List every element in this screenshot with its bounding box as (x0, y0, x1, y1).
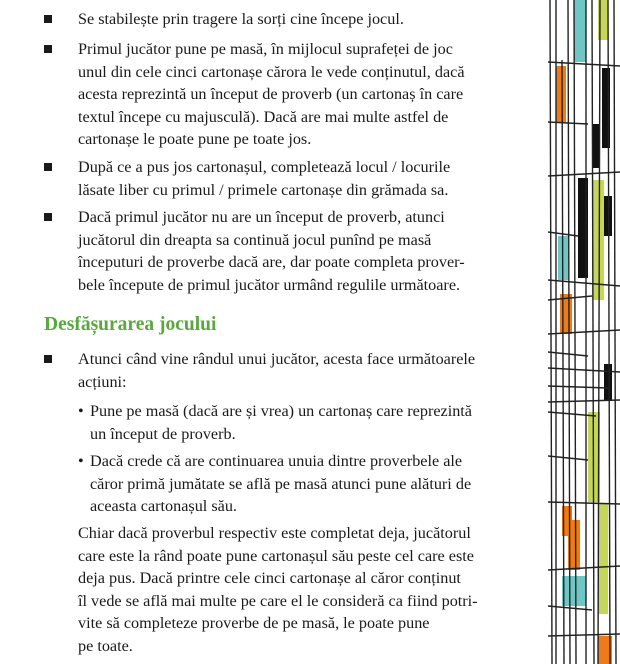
round-bullet-icon: • (78, 452, 84, 470)
list-item-text: După ce a pus jos cartonașul, completează locul / locurile lăsate liber cu primul / primele cartonașe din grămada sa. (78, 158, 451, 199)
square-bullet-icon (44, 213, 52, 221)
sub-list-item-text: Pune pe masă (dacă are și vrea) un cartonaș care reprezintă un început de proverb. (90, 402, 472, 443)
list-item-text: Primul jucător pune pe masă, în mijlocul suprafeței de joc unul din cele cinci cartonașe cărora le vede conținutul, dacă acesta reprezintă un început de proverb (un cartonaș în care textul începe cu majusculă). Dacă are mai multe astfel de cartonașe le poate pune pe toate jos. (78, 40, 465, 148)
square-bullet-icon (44, 45, 52, 53)
square-bullet-icon (44, 355, 52, 363)
list-item-text: Se stabilește prin tragere la sorți cine începe jocul. (78, 10, 404, 28)
decorative-side-pattern (548, 0, 620, 664)
list-item-text: Atunci când vine rândul unui jucător, acesta face următoarele acțiuni: (78, 350, 476, 391)
square-bullet-icon (44, 163, 52, 171)
square-bullet-icon (44, 15, 52, 23)
sub-list-item-text: Dacă crede că are continuarea unuia dintre proverbele ale căror primă jumătate se află pe masă atunci pune alături de aceasta cartonașul său. (90, 452, 472, 515)
round-bullet-icon: • (78, 402, 84, 420)
section-heading: Desfășurarea jocului (44, 314, 217, 335)
list-item-text: Dacă primul jucător nu are un început de proverb, atunci jucătorul din dreapta sa continuă jocul punînd pe masă începuturi de proverbe dacă are, dar poate completa prover- bele începute de primul jucător urmând regulile următoare. (78, 208, 465, 294)
closing-paragraph: Chiar dacă proverbul respectiv este completat deja, jucătorul care este la rând poate pune cartonașul său peste cel care este deja pus. Dacă printre cele cinci cartonașe al căror conținut îl vede se află mai multe pe care el le consideră ca fiind potri- vite să completeze proverbe de pe masă, le poate pune pe toate. (78, 524, 478, 655)
